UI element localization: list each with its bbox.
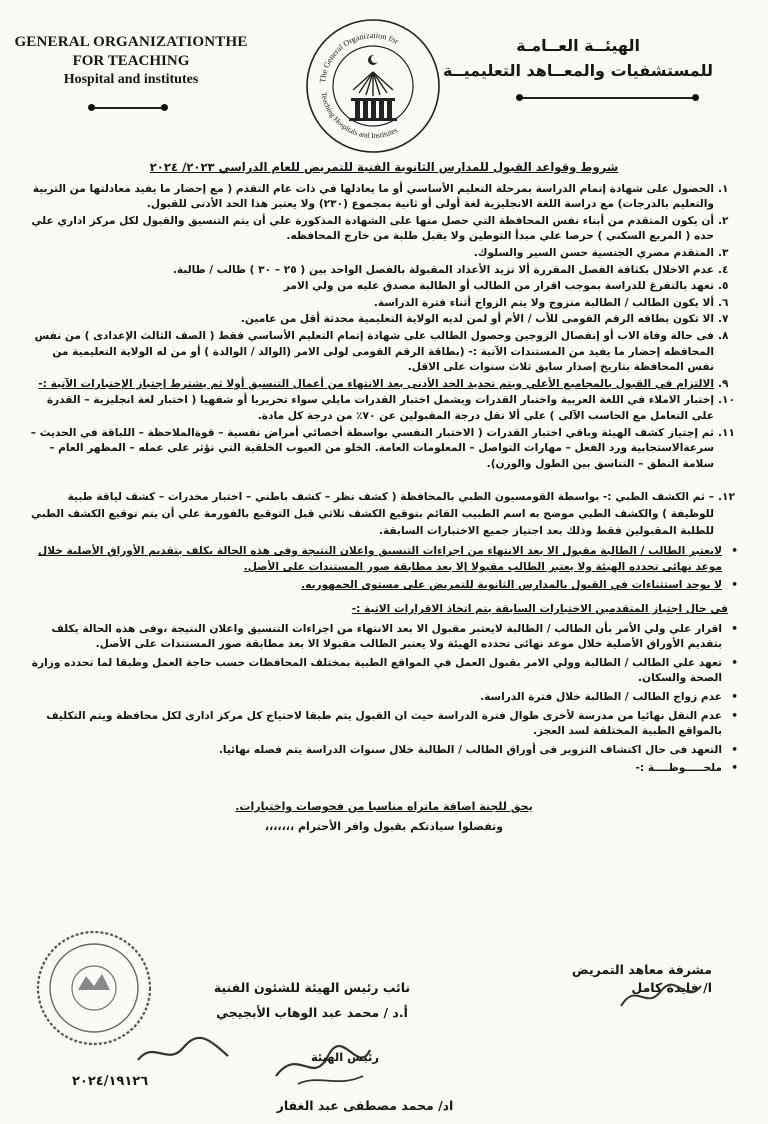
list-item: • لايعتبر الطالب / الطالبة مقبول الا بعد الانتهاء من اجراءات التنسيق واعلان النتيجة وفى هذه الحالة يكلف بتقديم الأوراق الأصلية خلال موعد نهائى تحدده الهيئة ولا يعتبر الطالب مقبولا إلا بعد مطابقة صور المستندات على الأصل. xyxy=(28,544,740,575)
signatory-name: ا/ فايدة كامل xyxy=(631,980,712,995)
signatory-title: مشرفة معاهد التمريض xyxy=(571,962,712,977)
list-item: • ملحـــــوظــــة :- xyxy=(28,761,740,777)
list-item xyxy=(28,377,740,393)
item-text: الا تكون بطاقه الرقم القومى للأب / الأم أو لمن لديه الولاية التعليمية محدثة أقل من عامين. xyxy=(240,313,714,326)
list-item: • اقرار علي ولي الأمر بأن الطالب / الطالبة لايعتبر مقبول الا بعد الانتهاء من اجراءات التنسيق واعلان النتيجة ،وفى هذه الحالة يكلف بتقديم الأوراق الأصلية خلال موعد نهائى تحدده الهيئة ولا يعتبر الطالب مقبولا الا بعد مطابقة صور المستندات على الأصل. xyxy=(28,622,740,653)
list-item: • عدم النقل نهائيا من مدرسة لأخرى طوال فترة الدراسة حيث ان القبول يتم طبقا لاحتياج كل مركز ادارى لكل محافظة ويتم التكليف بالمواقع الطبية المختلفة لسد العجز. xyxy=(28,709,740,740)
item-number: ٩. xyxy=(718,377,729,390)
divider-dot-icon xyxy=(88,104,95,111)
item-text: – ثم الكشف الطبي :- بواسطة القومسيون الطبي بالمحافظة ( كشف نظر – كشف باطني – اختبار مخدرات – كشف لياقة طبية للوظيفة ) والكشف الطبي موضح به اسم الطبيب القائم بتوقيع الكشف ثلاثي قبل التوقيع بالفورمة علي أن يتم توقيع الكشف الطبي للطلبة المقبولين فقط وذلك بعد اجتياز جميع الاختبارات السابقة. xyxy=(31,491,714,538)
item-text: المتقدم مصري الجنسية حسن السير والسلوك. xyxy=(473,246,714,259)
list-item xyxy=(28,312,740,328)
org-name-en-line1: GENERAL ORGANIZATIONTHE xyxy=(14,34,248,50)
item-number: ١. xyxy=(718,182,729,195)
item-text: فى حالة وفاة الاب أو إنفصال الزوجين وحصول الطالب على شهادة إتمام التعليم الأساسي فقط ( الصف الثالث الإعدادى ) من نفس المحافظه إحضار ما يفيد من المستندات الآتية :- (بطاقة الرقم القومى لولى الامر (الوالد / الوالدة ) أو من له الولاية التعليمية من نفس المحافظة بتاريخ إصدار سابق ثلاث سنوات على الاقل. xyxy=(34,329,714,374)
item-text: الالتزام في القبول بالمجاميع الأعلي ويتم تحديد الحد الأدنى بعد الانتهاء من أعمال التنسيق أولا ثم يشترط إجتياز الإختبارات الآتية :- xyxy=(38,377,714,390)
list-item xyxy=(28,279,740,295)
list-item: • التعهد فى حال اكتشاف التزوير فى أوراق الطالب / الطالبة خلال سنوات الدراسة يتم فصله نهائيا. xyxy=(28,743,740,759)
acceptance-notes-list xyxy=(28,544,740,594)
conditions-list xyxy=(28,182,740,473)
org-name-en-line2: FOR TEACHING xyxy=(72,53,190,69)
handwritten-signature-icon xyxy=(268,1036,378,1092)
signature-vice-president xyxy=(182,980,442,1020)
closing-note: يحق للجنة اضافة ماتراه مناسبا من فحوصات واختبارات. xyxy=(235,800,533,813)
org-name-en-line3: Hospital and institutes xyxy=(63,72,199,87)
svg-text:Teaching Hospitals and Institu: Teaching Hospitals and Institutes xyxy=(319,91,399,141)
reference-number: ٢٠٢٤/١٩١٢٦ xyxy=(72,1074,149,1089)
item-number: ٦. xyxy=(718,296,729,309)
list-item xyxy=(28,214,740,245)
divider-dot-icon xyxy=(516,94,523,101)
document-title: شروط وقواعد القبول للمدارس الثانوية الفنية للتمريض للعام الدراسي ٢٠٢٣/ ٢٠٢٤ xyxy=(149,160,619,174)
list-item xyxy=(28,296,740,312)
item-text: تعهد بالتفرغ للدراسة بموجب اقرار من الطالب أو الطالبة مصدق عليه من ولي الامر xyxy=(283,280,714,293)
signatory-title: نائب رئيس الهيئة للشئون الفنية xyxy=(213,980,411,995)
item-number: ١١. xyxy=(718,426,735,439)
item-number: ٤. xyxy=(718,263,729,276)
item-number: ١٢. xyxy=(718,491,735,504)
list-item xyxy=(28,246,740,262)
item-number: ٢. xyxy=(718,214,729,227)
item-text: ثم إجتياز كشف الهيئة وباقي اختبار القدرات ( الاختبار النفسي بواسطة أخصائي أمراض نفسية – قوةالملاحظة – اللباقة في الحديث – سرعةالاستجابية ورد الفعل – مهارات التواصل – المعلومات العامة. الخلو من العيوب الخلقية التي تؤثر على عمله – المظهر العام – سلامة النطق – التناسق بين الطول والوزن). xyxy=(30,426,714,470)
closing-regards: وتفضلوا سيادتكم بقبول وافر الأحترام ،،،،،،، xyxy=(264,819,504,833)
president-name: اد/ محمد مصطفى عبد الغفار xyxy=(276,1098,454,1113)
item-number: ١٠. xyxy=(718,394,735,407)
declarations-subtitle: في حال اجتياز المتقدمين الاختبارات السابقة يتم اتخاذ الاقرارات الاتية :- xyxy=(351,603,728,616)
list-item xyxy=(28,426,740,473)
divider-dot-icon xyxy=(692,94,699,101)
item-text: أن يكون المتقدم من أبناء نفس المحافظة التي حصل منها على الشهادة المذكورة علي أن يتم التنسيق والقبول لكل مركز اداري علي حده ( المربع السكني ) حرصا علي مبدأ التوطين ولا يقبل طلبة من خارج المحافظه. xyxy=(31,214,714,243)
item-number: ٣. xyxy=(718,246,729,259)
item-number: ٨. xyxy=(718,329,729,342)
item-number: ٧. xyxy=(718,313,729,326)
list-item xyxy=(28,393,740,424)
divider-dot-icon xyxy=(161,104,168,111)
item-text: عدم الاخلال بكثافة الفصل المقررة ألا تزيد الأعداد المقبولة بالفصل الواحد بين ( ٢٥ – ٣٠ ) طالب / طالبة. xyxy=(172,263,714,276)
header-en-divider xyxy=(92,107,164,109)
org-name-ar-line1: الهيئــة العــامـة xyxy=(516,36,640,55)
declarations-list xyxy=(28,622,740,777)
item-text: إختبار الاملاء في اللغة العربية واختبار القدرات ويشمل اختبار القدرات مايلي سواء تحريريا أو شفهيا ( اختبار لغة انجليزية – القدرة على التعامل مع الحاسب الآلى ) على ألا تقل درجة المقبولين عن ٧٠٪ من درجة كل مادة. xyxy=(46,394,714,422)
item-number: ٥. xyxy=(718,280,729,293)
org-name-ar-line2: للمستشفيات والمعــاهد التعليميــة xyxy=(442,61,714,80)
handwritten-signature-icon xyxy=(128,1030,238,1074)
item-text: ألا يكون الطالب / الطالبة متزوج ولا يتم الزواج أثناء فترة الدراسة. xyxy=(373,296,714,309)
organization-logo-icon xyxy=(303,16,443,156)
svg-text:The General Organization for: The General Organization for xyxy=(318,30,400,84)
header-english xyxy=(6,34,256,88)
item-text: الحصول على شهادة إتمام الدراسة بمرحلة التعليم الأساسي أو ما يعادلها في ذات عام التقدم ( مع إحضار ما يفيد معادلتها من التربية والتعليم بالدرجات) مع دراسة اللغة الانجليزية لغة أولى أو ثانية بمجموع (٢٣٠) ولا يعتبر هذا الحد الأدنى للقبول. xyxy=(32,182,714,211)
header-ar-divider xyxy=(520,97,695,99)
list-item: • تعهد علي الطالب / الطالبة وولي الامر بقبول العمل في المواقع الطبية بمختلف المحافظات حسب حاجة العمل وطبقا لما تحدده وزارة الصحة والسكان. xyxy=(28,656,740,687)
list-item xyxy=(28,182,740,213)
president-title: رئيس الهيئة xyxy=(310,1050,380,1064)
medical-exam-paragraph xyxy=(28,489,740,540)
list-item xyxy=(28,329,740,376)
list-item: • لا يوجد استثناءات في القبول بالمدارس الثانوية للتمريض على مستوى الجمهوريه. xyxy=(28,578,740,594)
list-item xyxy=(28,263,740,279)
header-arabic xyxy=(428,36,728,80)
handwritten-signature-icon xyxy=(616,976,706,1016)
document-body xyxy=(28,160,740,834)
signatory-name: أ.د / محمد عبد الوهاب الأبجيجي xyxy=(216,1005,408,1020)
list-item: • عدم زواج الطالب / الطالبة خلال فترة الدراسة. xyxy=(28,690,740,706)
